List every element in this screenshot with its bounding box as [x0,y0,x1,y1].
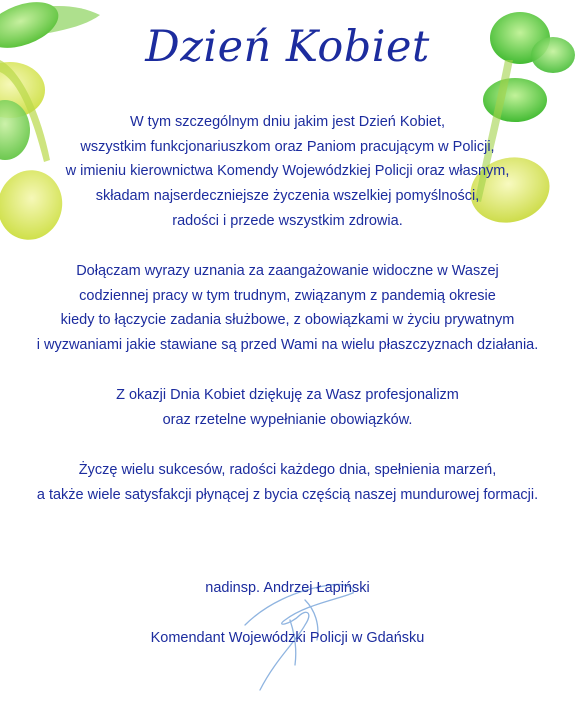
signatory-role: Komendant Wojewódzki Policji w Gdańsku [150,630,425,646]
text-line: i wyzwaniami jakie stawiane są przed Wami na wielu płaszczyznach działania. [36,337,539,354]
text-line: oraz rzetelne wypełnianie obowiązków. [162,411,413,428]
text-line: Życzę wielu sukcesów, radości każdego dnia, spełnienia marzeń, [78,462,497,478]
text-line: W tym szczególnym dniu jakim jest Dzień Kobiet, [129,114,446,130]
paragraph-3 [0,383,575,432]
text-line: wszystkim funkcjonariuszkom oraz Paniom pracującym w Policji, [80,138,495,155]
text-line: codziennej pracy w tym trudnym, związanym z pandemią okresie [79,287,496,304]
paragraph-1 [0,110,575,234]
text-line: a także wiele satysfakcji płynącej z bycia częścią naszej mundurowej formacji. [36,486,539,503]
text-line: składam najserdeczniejsze życzenia wszelkiej pomyślności, [95,188,480,205]
page-title: Dzień Kobiet [145,22,430,72]
paragraph-4 [0,458,575,507]
text-line: kiedy to łączycie zadania służbowe, z obowiązkami w życiu prywatnym [60,312,515,329]
text-line: w imieniu kierownictwa Komendy Wojewódzkiej Policji oraz własnym, [65,163,510,180]
text-line: radości i przede wszystkim zdrowia. [172,212,403,229]
text-line: Z okazji Dnia Kobiet dziękuję za Wasz profesjonalizm [116,387,459,403]
signatory-name: nadinsp. Andrzej Łapiński [205,580,370,596]
paragraph-2 [0,259,575,358]
text-line: Dołączam wyrazy uznania za zaangażowanie widoczne w Waszej [76,263,499,279]
